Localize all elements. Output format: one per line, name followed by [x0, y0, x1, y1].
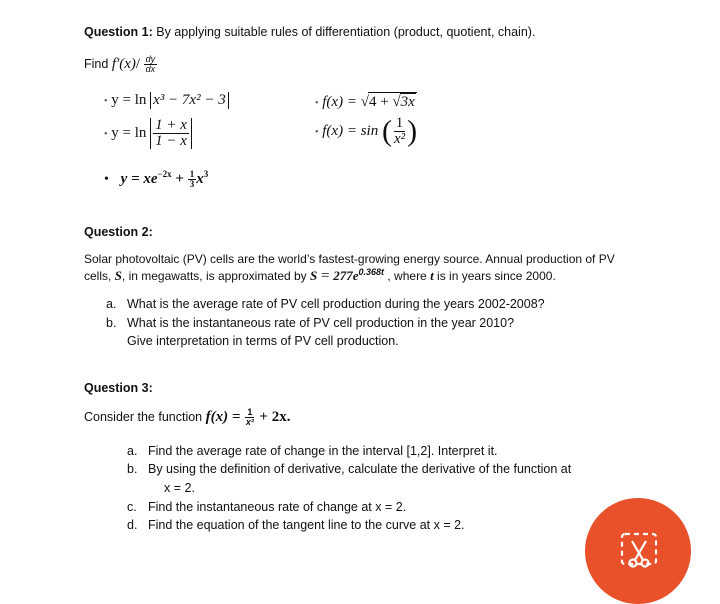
q3-item-b — [127, 462, 571, 476]
q3-f-frac — [244, 408, 256, 427]
q2-b-text: What is the instantaneous rate of PV cell production in the year 2010? — [127, 316, 515, 330]
q3-d-text: Find the equation of the tangent line to the curve at x = 2. — [148, 518, 465, 532]
q1-item-d: • f(x) = sin ( $\frac{1}{\text{x²}}$ ) — [315, 114, 418, 148]
q1-e-lhs: y = xe — [120, 170, 158, 187]
q2-line2-c: , where — [384, 269, 427, 283]
q2-line2-b: , in megawatts, is approximated by — [121, 269, 307, 283]
q2-item-a — [106, 297, 545, 311]
bullet: • — [104, 128, 108, 140]
q1-c-den: 1 − x — [155, 133, 187, 149]
q1-e-plus: + — [175, 170, 184, 187]
q1-text: By applying suitable rules of differentiation (product, quotient, chain). — [156, 25, 536, 39]
q1-d-num: 1 — [395, 115, 404, 131]
q1-a-lhs: y = ln — [111, 92, 147, 108]
q2-b-mark: b. — [106, 316, 117, 330]
q1-a-inner: x³ − 7x² − 3 — [150, 92, 229, 109]
q1-fprime: f′(x) — [111, 55, 136, 72]
q1-b-inner: 3x — [400, 94, 415, 110]
q3-item-a — [127, 444, 498, 458]
q1-d-den: x² — [393, 131, 406, 147]
q1-e-exp: −2x — [157, 168, 172, 179]
q3-a-text: Find the average rate of change in the interval [1,2]. Interpret it. — [148, 444, 498, 458]
snip-fab-button[interactable] — [585, 498, 691, 604]
q2-line2 — [84, 268, 556, 285]
q2-a-mark: a. — [106, 297, 117, 311]
q3-b-text: By using the definition of derivative, calculate the derivative of the function at — [148, 462, 572, 476]
q3-d-mark: d. — [127, 518, 138, 532]
q1-item-c — [104, 118, 192, 149]
q3-f-den: x² — [245, 417, 254, 427]
q3-f-tail: + 2x. — [259, 408, 291, 425]
q2-b-text2: Give interpretation in terms of PV cell production. — [127, 334, 399, 348]
q1-b-four: 4 + — [368, 94, 389, 110]
q1-d-lhs: f(x) = sin — [322, 122, 379, 139]
q3-c-text: Find the instantaneous rate of change at x = 2. — [148, 500, 407, 514]
q1-e-frac — [188, 170, 197, 189]
q1-slash: / — [135, 55, 141, 72]
q1-label: Question 1: — [84, 25, 153, 39]
q1-c-num: 1 + x — [155, 117, 187, 133]
q3-item-c — [127, 500, 406, 514]
q3-a-mark: a. — [127, 444, 138, 458]
q3-b-mark: b. — [127, 462, 138, 476]
q1-dx: dx — [145, 64, 156, 74]
q1-c-lhs: y = ln — [111, 124, 147, 141]
q3-b-text2: x = 2. — [164, 481, 195, 495]
q2-label: Question 2: — [84, 225, 153, 239]
q3-item-d — [127, 518, 465, 532]
q2-line2-d: is in years since 2000. — [437, 269, 556, 283]
q3-intro-line — [84, 408, 290, 427]
q1-b-lhs: f(x) = — [322, 94, 357, 110]
q1-e-tail-exp: 3 — [203, 168, 209, 179]
q2-line1: Solar photovoltaic (PV) cells are the world’s fastest-growing energy source. Annual production of PV — [84, 252, 615, 266]
q1-dydx — [144, 55, 158, 74]
q1-item-a — [104, 92, 229, 109]
q1-heading — [84, 25, 535, 39]
q1-d-frac — [392, 116, 407, 147]
bullet: • — [315, 98, 319, 109]
q3-f-lhs: f(x) = — [205, 408, 241, 425]
q1-e-den: 3 — [189, 179, 195, 189]
scissors-selection-icon — [619, 531, 659, 571]
q1-find: Find — [84, 56, 109, 71]
bullet: • — [315, 126, 319, 138]
q3-c-mark: c. — [127, 500, 137, 514]
q1-find-line — [84, 55, 157, 74]
q1-e-tail: x — [196, 170, 204, 187]
q2-line2-a: cells, — [84, 269, 112, 283]
q3-label: Question 3: — [84, 381, 153, 395]
bullet: • — [104, 96, 108, 107]
q2-item-b — [106, 316, 514, 330]
q2-formula-lhs: S — [310, 268, 318, 283]
q3-intro: Consider the function — [84, 409, 203, 424]
q2-S: S — [114, 268, 122, 283]
q2-formula-base: 277e — [333, 268, 359, 283]
q2-formula-eq: = — [317, 268, 334, 284]
q1-item-e — [104, 170, 208, 189]
q2-a-text: What is the average rate of PV cell production during the years 2002-2008? — [127, 297, 545, 311]
q1-c-frac — [153, 118, 189, 149]
bullet: • — [104, 171, 109, 187]
q2-t: t — [430, 268, 434, 283]
q2-formula-exp: 0.368t — [358, 267, 385, 277]
q1-e-num: 1 — [189, 169, 195, 179]
q1-item-b: • f(x) = √4 + √3x — [315, 94, 415, 110]
q3-f-num: 1 — [247, 407, 253, 417]
q1-dy: dy — [145, 54, 156, 64]
